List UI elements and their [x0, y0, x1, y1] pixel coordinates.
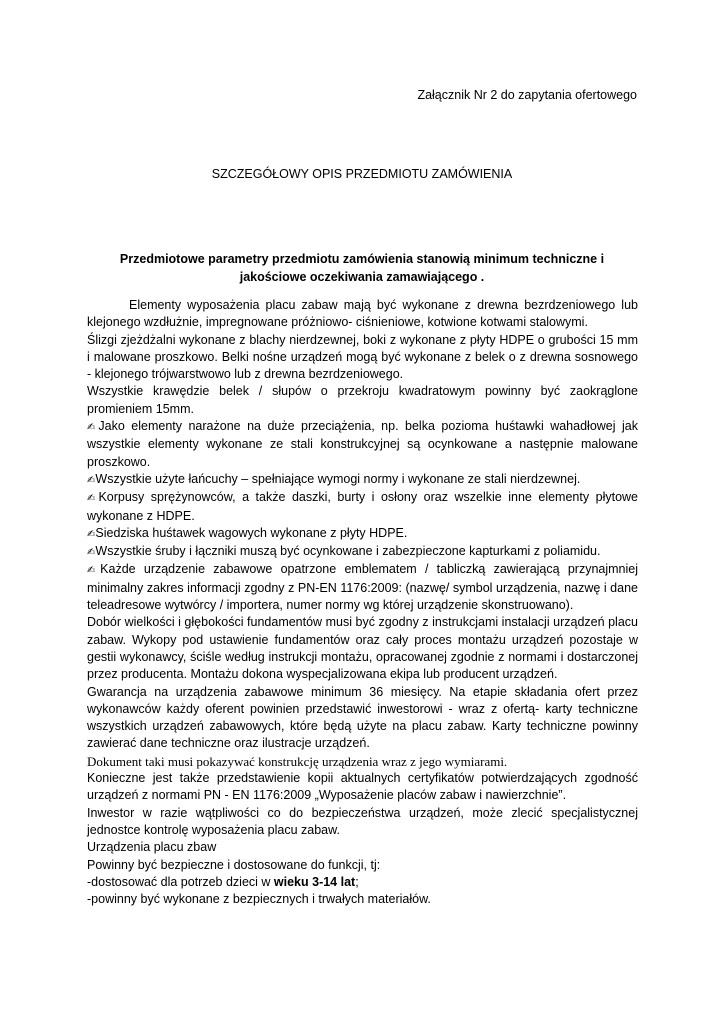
paragraph: Dokument taki musi pokazywać konstrukcję urządzenia wraz z jego wymiarami. [87, 753, 508, 769]
paragraph: Dobór wielkości i głębokości fundamentów musi być zgodny z instrukcjami instalacji urządzeń placu zabaw. Wykopy pod ustawienie fundamentów oraz cały proces montażu urządzeń pozostaje w gestii wykonawcy, ściśle według instrukcji montażu, opracowanej zgodnie z normami i dostarczonej przez producenta. Montażu dokona wyspecjalizowana ekipa lub producent urządzeń. [87, 615, 638, 682]
paragraph: Powinny być bezpieczne i dostosowane do funkcji, tj: [87, 857, 381, 872]
paragraph: Inwestor w razie wątpliwości co do bezpieczeństwa urządzeń, może zlecić specjalistycznej jednostce kontrolę wyposażenia placu zabaw. [87, 805, 638, 837]
bullet-text: Siedziska huśtawek wagowych wykonane z płyty HDPE. [95, 525, 408, 540]
text-span: ; [355, 874, 359, 889]
bullet-text: Wszystkie użyte łańcuchy – spełniające wymogi normy i wykonane ze stali nierdzewnej. [95, 471, 581, 486]
age-range: wieku 3-14 lat [273, 874, 356, 889]
paragraph: Urządzenia placu zbaw [87, 840, 217, 855]
paragraph: -powinny być wykonane z bezpiecznych i trwałych materiałów. [87, 892, 431, 907]
paragraph: Gwarancja na urządzenia zabawowe minimum 36 miesięcy. Na etapie składania ofert przez wykonawców każdy oferent powinien przedstawić inwestorowi - wraz z ofertą- karty techniczne wszystkich urządzeń zabawowych, które będą użyte na placu zabaw. Karty techniczne powinny zawierać dane techniczne oraz ilustracje urządzeń. [87, 684, 638, 751]
pen-bullet-icon: ✍ [87, 547, 96, 559]
bullet-item [87, 543, 638, 561]
paragraph: Konieczne jest także przedstawienie kopii aktualnych certyfikatów potwierdzających zgodność urządzeń z normami PN - EN 1176:2009 „Wyposażenie placów zabaw i nawierzchnie”. [87, 771, 638, 803]
bullet-item [87, 418, 638, 471]
bullet-item [87, 561, 638, 614]
bullet-text: Korpusy sprężynowców, a także daszki, burty i osłony oraz wszelkie inne elementy płytowe wykonane z HDPE. [87, 490, 638, 523]
text-span: -dostosować dla potrzeb dzieci w [87, 874, 274, 889]
pen-bullet-icon: ✍ [87, 565, 101, 577]
bullet-text: Każde urządzenie zabawowe opatrzone emblematem / tabliczką zawierającą przynajmniej minimalny zakres informacji zgodny z PN-EN 1176:2009: (nazwę/ symbol urządzenia, nazwę i dane teleadresowe wytwórcy / importera, numer normy wg której urządzenie skonstruowano). [87, 562, 638, 613]
bullet-text: Wszystkie śruby i łączniki muszą być ocynkowane i zabezpieczone kapturkami z poliamidu. [95, 544, 601, 559]
bullet-item [87, 489, 638, 525]
bullet-text: Jako elementy narażone na duże przeciążenia, np. belka pozioma huśtawki wahadłowej jak wszystkie elementy wykonane ze stali konstrukcyjnej są ocynkowane a następnie malowane proszkowo. [87, 419, 638, 469]
annex-label: Załącznik Nr 2 do zapytania ofertowego [417, 88, 637, 102]
document-title: SZCZEGÓŁOWY OPIS PRZEDMIOTU ZAMÓWIENIA [211, 167, 513, 181]
pen-bullet-icon: ✍ [87, 422, 99, 434]
paragraph: Ślizgi zjeżdżalni wykonane z blachy nierdzewnej, boki z wykonane z płyty HDPE o grubości 15 mm i malowane proszkowo. Belki nośne urządzeń mogą być wykonane z belek o z drewna sosnowego - klejonego trójwarstwowo lub z drewna bezrdzeniowego. [87, 332, 638, 382]
pen-bullet-icon: ✍ [87, 474, 96, 486]
document-body [87, 297, 638, 908]
bullet-item [87, 471, 638, 489]
document-subtitle: Przedmiotowe parametry przedmiotu zamówienia stanowią minimum techniczne i jakościowe oczekiwania zamawiającego . [119, 252, 605, 284]
pen-bullet-icon: ✍ [87, 493, 99, 505]
paragraph: Wszystkie krawędzie belek / słupów o przekroju kwadratowym powinny być zaokrąglone promieniem 15mm. [87, 384, 638, 416]
paragraph [87, 874, 638, 891]
bullet-item [87, 525, 638, 543]
paragraph: Elementy wyposażenia placu zabaw mają być wykonane z drewna bezrdzeniowego lub klejonego wzdłużnie, impregnowane próżniowo- ciśnieniowe, kotwione kotwami stalowymi. [87, 298, 638, 330]
pen-bullet-icon: ✍ [87, 528, 96, 540]
